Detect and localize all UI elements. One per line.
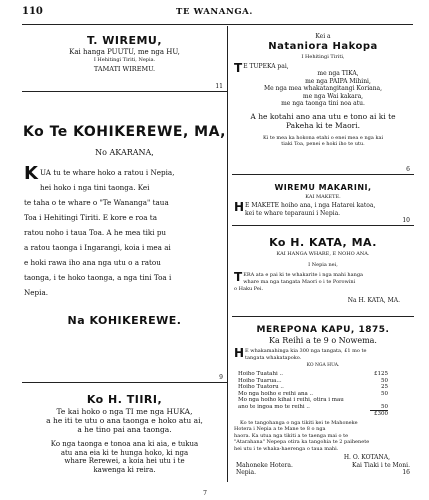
left-column: [22, 26, 227, 497]
ad-tiiri: [22, 383, 227, 497]
drop-cap: K: [24, 163, 38, 184]
ad-subtitle: No AKARANA,: [95, 148, 154, 157]
body-line: UA tu te whare hoko a ratou i Nepia,: [39, 168, 175, 177]
ad-signature: Na H. KATA, MA.: [347, 297, 400, 304]
ad-line: a he tino pai ana taonga.: [77, 425, 172, 434]
page-number: 110: [22, 6, 43, 17]
ad-body: [22, 165, 227, 300]
prize-list-header: KO NGA HUA.: [306, 363, 340, 368]
footer-left: Mahoneke Hotera.: [236, 461, 293, 469]
body-line: me nga Wai kakara,: [302, 92, 364, 100]
body-line: o Haku Pei.: [234, 286, 264, 292]
footer-place: Nepia.: [236, 468, 257, 476]
prize-value: £125: [374, 371, 388, 377]
ad-intro: [232, 346, 414, 361]
drop-cap: T: [234, 270, 243, 284]
ad-signature: TAMATI WIREMU.: [93, 65, 156, 73]
prize-total: £300: [370, 411, 388, 418]
prize-label: Hoiho Tuatoru ..: [238, 384, 284, 390]
ad-line: a he iti te utu o ana taonga e hoko atu ai,: [46, 416, 203, 425]
ad-body-line: atu ana eia ki te hunga hoko, ki nga: [60, 448, 189, 457]
ad-promo: Pakeha ki te Maori.: [285, 120, 361, 130]
body-line: whare ma nga tangata Maori o i te Porowini: [243, 279, 356, 285]
ad-note: tiaki Toa, penei e hoki iho te utu.: [281, 140, 365, 147]
body-line: hei hoko i nga tini taonga. Kei: [40, 183, 150, 192]
ad-number: 10: [402, 217, 410, 224]
body-line: tangata whakatapoko.: [245, 354, 302, 361]
body-line: kei te whare teparauni i Nepia.: [245, 209, 341, 217]
body-line: Ko te tangohanga o nga tikiti kei te Mahoneke: [240, 419, 358, 426]
ad-promo: A he kotahi ano ana utu e tono ai ki te: [250, 111, 396, 121]
column-divider: [227, 26, 228, 482]
footer-mid: Kai Tiaki i te Moni.: [352, 461, 410, 469]
prize-value: 50: [381, 377, 388, 384]
page-header: [0, 0, 429, 24]
prize-value: 50: [381, 403, 388, 410]
body-line: me nga PAIPA Mihini,: [305, 77, 371, 85]
prize-label: Mo nga hoiho e reihi ana ..: [238, 390, 314, 397]
prize-label: Hoiho Tuatahi ..: [238, 371, 283, 377]
ad-title: T. WIREMU,: [86, 34, 163, 47]
ad-title: Nataniora Hakopa: [268, 40, 378, 52]
body-line: Hotera i Nepia a te Mane te 8 o nga: [234, 426, 326, 432]
body-line: E whakamahinga kia 300 nga tangata, £1 mo te: [245, 348, 367, 354]
ad-body-line: whare Rerewei, a koia hei utu i te: [64, 457, 185, 465]
ad-body: [232, 202, 414, 217]
ad-address: I Hehitingi Tiriti,: [301, 53, 345, 60]
ad-number: 7: [203, 490, 207, 497]
body-line: Me nga mea whakatangitangi Koriana,: [263, 85, 383, 92]
ad-title: Ko H. TIIRI,: [86, 393, 163, 406]
ad-subtitle: KAI MAKETE.: [305, 194, 341, 200]
ad-body: [232, 270, 414, 293]
body-line: Toa i Hehitingi Tiriti. E kore e roa ta: [24, 213, 157, 222]
ad-title: Ko H. KATA, MA.: [269, 236, 377, 249]
ad-line: Kai hanga PUUTU, me nga HU,: [69, 48, 180, 56]
ad-kata: [232, 226, 414, 317]
body-line: te taha o te whare o "Te Wananga" taua: [24, 198, 169, 207]
body-line: Nepia.: [24, 288, 49, 297]
ad-signature: H. O. KOTANA,: [343, 454, 390, 461]
drop-cap: H: [234, 346, 245, 360]
body-line: E MAKETE hoiho ana, i nga Hatarei katoa,: [245, 202, 376, 209]
ad-hakopa: [232, 26, 414, 175]
body-line: ERA ata e pai ki te whakarite i nga mahi hanga: [243, 272, 364, 278]
table-row: [238, 411, 388, 418]
ad-number: 9: [219, 374, 223, 381]
body-line: a ratou taonga i Ingarangi, koia i mea ai: [24, 243, 171, 252]
ad-footer: [232, 469, 414, 476]
body-line: haora. Ka utua nga tikiti a te taenga mai o te: [234, 432, 349, 439]
ad-kohikerewe: [22, 92, 227, 383]
ad-kapu: [232, 317, 414, 483]
ad-kicker: Kei a: [315, 33, 331, 40]
ad-number: 16: [402, 468, 410, 476]
ad-footer: [232, 462, 414, 469]
prize-label: ano te ingoa mo te reihi ..: [238, 403, 310, 410]
ad-number: 6: [406, 166, 410, 173]
ad-number: 11: [215, 83, 223, 90]
body-line: me nga TIKA,: [317, 70, 359, 77]
drop-cap: H: [234, 200, 245, 214]
prize-value: 25: [381, 384, 388, 390]
right-column: [232, 26, 414, 483]
prize-label: Hoiho Tuarua...: [238, 377, 282, 384]
ad-body-line: Ko nga taonga e tonoa ana ki aia, e tukua: [50, 440, 199, 448]
drop-cap: T: [234, 60, 243, 75]
ad-line: Te kai hoko o nga TI me nga HUKA,: [56, 407, 193, 416]
ad-subtitle: KAI HANGA WHARE, E NOHO ANA.: [276, 251, 370, 257]
ad-place: I Nepia nei,: [308, 262, 338, 268]
body-line: taonga, i te hoko taonga, a nga tini Toa i: [24, 273, 172, 282]
body-line: ratou noho i taua Toa. A he mea tiki pu: [24, 228, 167, 237]
ad-body: [232, 61, 414, 108]
ad-body: [232, 418, 414, 453]
prize-label: Mo nga hoiho kihai i reihi, otira i mau: [238, 397, 344, 403]
ad-signature: Na KOHIKEREWE.: [67, 314, 182, 327]
body-line: hei utu i te whaka-haerenga o taua mahi.: [234, 445, 339, 452]
ad-title: WIREMU MAKARINI,: [274, 183, 372, 192]
body-line: me nga taonga tini noa atu.: [281, 100, 365, 107]
body-line: "Atarahana" Nepepa otira ka tangohia te 2 paihenete: [234, 439, 370, 445]
header-rule: [22, 24, 413, 25]
prize-table: [238, 371, 388, 418]
body-line: e hoki rawa iho ana nga utu o a ratou: [24, 258, 161, 267]
ad-wiremu: [22, 26, 227, 92]
ad-makarini: [232, 175, 414, 226]
ad-line: I Hehitingi Tiriti, Nepia.: [93, 57, 156, 63]
ad-subtitle: Ka Reihi a te 9 o Nowema.: [269, 336, 377, 345]
body-line: E TUPEKA pai,: [243, 62, 289, 70]
table-row: [238, 404, 388, 411]
prize-value: 50: [381, 390, 388, 397]
ad-body-line: kawenga ki reira.: [93, 465, 156, 474]
ad-title: MEREPONA KAPU, 1875.: [256, 325, 390, 335]
running-title: TE WANANGA.: [176, 7, 253, 17]
ad-title: Ko Te KOHIKEREWE, MA,: [23, 124, 226, 140]
ad-note: Ki te mea ka hokona etahi o enei mea e nga kai: [262, 134, 384, 141]
